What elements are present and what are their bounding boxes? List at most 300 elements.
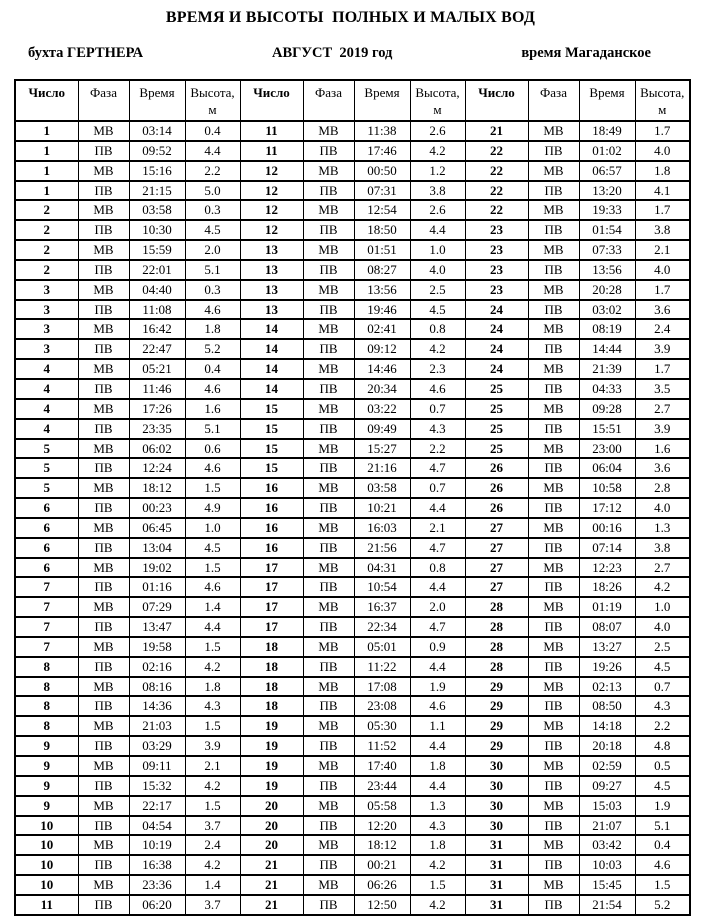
phase-cell: ПВ: [78, 379, 129, 399]
height-cell: 2.1: [410, 518, 465, 538]
phase-cell: МВ: [528, 796, 579, 816]
height-cell: 4.6: [185, 458, 240, 478]
height-cell: 1.8: [185, 319, 240, 339]
day-cell: 19: [240, 716, 303, 736]
day-cell: 26: [465, 498, 528, 518]
day-cell: 27: [465, 577, 528, 597]
phase-cell: МВ: [303, 200, 354, 220]
height-cell: 2.2: [635, 716, 690, 736]
height-cell: 2.4: [635, 319, 690, 339]
day-cell: 16: [240, 478, 303, 498]
phase-cell: ПВ: [303, 300, 354, 320]
height-cell: 4.4: [185, 617, 240, 637]
day-cell: 1: [15, 141, 78, 161]
table-row: [15, 875, 690, 895]
time-cell: 01:19: [579, 597, 635, 617]
day-cell: 10: [15, 875, 78, 895]
phase-cell: ПВ: [303, 776, 354, 796]
day-cell: 17: [240, 617, 303, 637]
phase-cell: ПВ: [78, 855, 129, 875]
phase-cell: ПВ: [78, 181, 129, 201]
time-cell: 13:04: [129, 538, 185, 558]
time-cell: 10:30: [129, 220, 185, 240]
phase-cell: МВ: [78, 796, 129, 816]
height-cell: 0.7: [410, 399, 465, 419]
height-cell: 0.6: [185, 439, 240, 459]
height-cell: 4.0: [635, 498, 690, 518]
height-cell: 1.5: [185, 716, 240, 736]
day-cell: 21: [240, 875, 303, 895]
height-cell: 2.7: [635, 558, 690, 578]
day-cell: 16: [240, 498, 303, 518]
table-caption-row: [0, 45, 701, 62]
day-cell: 9: [15, 736, 78, 756]
phase-cell: МВ: [303, 716, 354, 736]
time-cell: 23:36: [129, 875, 185, 895]
time-cell: 05:01: [354, 637, 410, 657]
time-cell: 07:29: [129, 597, 185, 617]
height-cell: 4.2: [410, 895, 465, 915]
phase-cell: МВ: [303, 835, 354, 855]
phase-cell: ПВ: [303, 617, 354, 637]
location-label: бухта ГЕРТНЕРА: [28, 45, 144, 61]
height-cell: 3.6: [635, 458, 690, 478]
phase-cell: ПВ: [528, 379, 579, 399]
time-cell: 15:51: [579, 419, 635, 439]
day-cell: 28: [465, 637, 528, 657]
time-cell: 19:26: [579, 657, 635, 677]
phase-cell: ПВ: [78, 577, 129, 597]
time-cell: 18:50: [354, 220, 410, 240]
phase-cell: МВ: [303, 478, 354, 498]
table-row: [15, 439, 690, 459]
height-cell: 2.0: [185, 240, 240, 260]
table-row: [15, 657, 690, 677]
day-cell: 20: [240, 835, 303, 855]
phase-cell: МВ: [528, 399, 579, 419]
day-cell: 4: [15, 399, 78, 419]
time-column-header: Время: [354, 80, 410, 121]
header-row: [15, 80, 690, 121]
height-cell: 4.4: [410, 220, 465, 240]
height-cell: 3.8: [410, 181, 465, 201]
table-row: [15, 141, 690, 161]
time-cell: 00:50: [354, 161, 410, 181]
phase-cell: ПВ: [303, 498, 354, 518]
height-cell: 4.6: [635, 855, 690, 875]
time-cell: 23:35: [129, 419, 185, 439]
table-row: [15, 121, 690, 141]
phase-cell: ПВ: [303, 339, 354, 359]
phase-cell: МВ: [78, 518, 129, 538]
table-row: [15, 558, 690, 578]
day-cell: 7: [15, 637, 78, 657]
phase-cell: ПВ: [303, 895, 354, 915]
time-cell: 03:42: [579, 835, 635, 855]
time-cell: 11:22: [354, 657, 410, 677]
time-cell: 12:54: [354, 200, 410, 220]
phase-cell: МВ: [78, 280, 129, 300]
day-cell: 25: [465, 439, 528, 459]
height-cell: 4.0: [635, 141, 690, 161]
time-cell: 15:45: [579, 875, 635, 895]
height-cell: 5.2: [185, 339, 240, 359]
height-cell: 4.7: [410, 538, 465, 558]
time-column-header: Время: [579, 80, 635, 121]
phase-cell: ПВ: [528, 736, 579, 756]
time-cell: 15:16: [129, 161, 185, 181]
day-cell: 27: [465, 558, 528, 578]
day-cell: 25: [465, 419, 528, 439]
day-cell: 8: [15, 696, 78, 716]
height-cell: 2.2: [410, 439, 465, 459]
day-cell: 20: [240, 816, 303, 836]
phase-cell: ПВ: [528, 538, 579, 558]
phase-cell: ПВ: [78, 895, 129, 915]
phase-cell: МВ: [528, 875, 579, 895]
day-cell: 3: [15, 319, 78, 339]
day-cell: 3: [15, 300, 78, 320]
table-row: [15, 895, 690, 915]
height-cell: 4.9: [185, 498, 240, 518]
phase-cell: МВ: [528, 835, 579, 855]
height-cell: 0.4: [635, 835, 690, 855]
height-cell: 2.0: [410, 597, 465, 617]
day-cell: 13: [240, 240, 303, 260]
day-cell: 6: [15, 538, 78, 558]
time-cell: 04:54: [129, 816, 185, 836]
phase-cell: ПВ: [528, 895, 579, 915]
time-cell: 03:22: [354, 399, 410, 419]
phase-cell: ПВ: [78, 696, 129, 716]
height-cell: 1.7: [635, 200, 690, 220]
day-cell: 26: [465, 458, 528, 478]
day-cell: 9: [15, 776, 78, 796]
height-cell: 0.4: [185, 121, 240, 141]
height-cell: 0.3: [185, 280, 240, 300]
phase-cell: МВ: [78, 478, 129, 498]
table-row: [15, 637, 690, 657]
time-cell: 01:54: [579, 220, 635, 240]
time-cell: 06:57: [579, 161, 635, 181]
phase-cell: МВ: [78, 161, 129, 181]
day-cell: 14: [240, 339, 303, 359]
phase-cell: МВ: [528, 518, 579, 538]
day-cell: 4: [15, 379, 78, 399]
time-cell: 13:27: [579, 637, 635, 657]
time-cell: 11:08: [129, 300, 185, 320]
height-cell: 1.4: [185, 875, 240, 895]
phase-cell: МВ: [78, 677, 129, 697]
phase-cell: ПВ: [528, 577, 579, 597]
time-cell: 11:38: [354, 121, 410, 141]
height-cell: 1.8: [635, 161, 690, 181]
day-cell: 4: [15, 419, 78, 439]
phase-cell: ПВ: [528, 300, 579, 320]
day-cell: 15: [240, 419, 303, 439]
table-row: [15, 181, 690, 201]
height-cell: 2.1: [185, 756, 240, 776]
phase-cell: ПВ: [528, 776, 579, 796]
height-cell: 1.6: [635, 439, 690, 459]
phase-cell: ПВ: [78, 300, 129, 320]
phase-cell: МВ: [78, 875, 129, 895]
phase-cell: ПВ: [303, 816, 354, 836]
time-cell: 01:51: [354, 240, 410, 260]
time-cell: 20:18: [579, 736, 635, 756]
height-cell: 4.2: [410, 339, 465, 359]
day-cell: 24: [465, 359, 528, 379]
phase-cell: ПВ: [303, 538, 354, 558]
tide-table: [14, 79, 691, 916]
height-cell: 3.7: [185, 816, 240, 836]
phase-cell: МВ: [78, 716, 129, 736]
time-cell: 16:42: [129, 319, 185, 339]
time-cell: 03:14: [129, 121, 185, 141]
phase-cell: ПВ: [78, 816, 129, 836]
day-cell: 6: [15, 498, 78, 518]
phase-cell: ПВ: [78, 736, 129, 756]
phase-cell: МВ: [303, 399, 354, 419]
table-row: [15, 280, 690, 300]
time-cell: 12:24: [129, 458, 185, 478]
day-cell: 21: [240, 895, 303, 915]
day-cell: 1: [15, 181, 78, 201]
phase-cell: ПВ: [303, 458, 354, 478]
time-cell: 18:12: [354, 835, 410, 855]
phase-cell: МВ: [303, 121, 354, 141]
height-column-header: Высота, м: [635, 80, 690, 121]
day-cell: 17: [240, 577, 303, 597]
time-cell: 14:46: [354, 359, 410, 379]
phase-cell: ПВ: [528, 617, 579, 637]
table-row: [15, 756, 690, 776]
height-cell: 2.6: [410, 121, 465, 141]
phase-cell: МВ: [528, 439, 579, 459]
day-cell: 11: [240, 141, 303, 161]
day-cell: 14: [240, 379, 303, 399]
height-cell: 4.0: [635, 617, 690, 637]
phase-cell: ПВ: [528, 260, 579, 280]
day-cell: 11: [15, 895, 78, 915]
time-cell: 21:39: [579, 359, 635, 379]
time-cell: 23:44: [354, 776, 410, 796]
height-cell: 3.9: [635, 419, 690, 439]
time-cell: 02:59: [579, 756, 635, 776]
phase-cell: МВ: [303, 280, 354, 300]
height-cell: 3.7: [185, 895, 240, 915]
phase-cell: МВ: [78, 399, 129, 419]
time-cell: 11:52: [354, 736, 410, 756]
phase-cell: МВ: [303, 558, 354, 578]
phase-cell: ПВ: [528, 816, 579, 836]
day-cell: 20: [240, 796, 303, 816]
phase-cell: ПВ: [303, 220, 354, 240]
time-cell: 13:47: [129, 617, 185, 637]
phase-column-header: Фаза: [78, 80, 129, 121]
height-cell: 4.4: [185, 141, 240, 161]
phase-cell: МВ: [528, 121, 579, 141]
time-cell: 06:02: [129, 439, 185, 459]
day-cell: 28: [465, 597, 528, 617]
phase-cell: МВ: [528, 240, 579, 260]
time-cell: 10:19: [129, 835, 185, 855]
phase-cell: МВ: [78, 240, 129, 260]
time-cell: 14:18: [579, 716, 635, 736]
height-cell: 4.7: [410, 458, 465, 478]
phase-cell: МВ: [303, 796, 354, 816]
time-cell: 12:23: [579, 558, 635, 578]
day-cell: 23: [465, 220, 528, 240]
table-row: [15, 716, 690, 736]
time-cell: 17:46: [354, 141, 410, 161]
day-cell: 12: [240, 161, 303, 181]
day-cell: 6: [15, 558, 78, 578]
phase-cell: МВ: [528, 478, 579, 498]
time-cell: 01:02: [579, 141, 635, 161]
height-cell: 5.1: [185, 419, 240, 439]
day-cell: 13: [240, 300, 303, 320]
table-row: [15, 597, 690, 617]
table-row: [15, 835, 690, 855]
phase-column-header: Фаза: [528, 80, 579, 121]
day-cell: 19: [240, 736, 303, 756]
height-cell: 4.5: [635, 776, 690, 796]
day-cell: 14: [240, 359, 303, 379]
height-cell: 1.8: [410, 835, 465, 855]
day-cell: 9: [15, 796, 78, 816]
table-row: [15, 498, 690, 518]
time-cell: 20:34: [354, 379, 410, 399]
time-cell: 13:56: [354, 280, 410, 300]
phase-cell: ПВ: [78, 260, 129, 280]
height-cell: 4.3: [410, 419, 465, 439]
day-cell: 24: [465, 300, 528, 320]
height-cell: 3.9: [635, 339, 690, 359]
height-cell: 3.8: [635, 538, 690, 558]
phase-cell: ПВ: [528, 339, 579, 359]
day-cell: 25: [465, 399, 528, 419]
phase-cell: ПВ: [528, 458, 579, 478]
time-cell: 09:11: [129, 756, 185, 776]
phase-cell: ПВ: [528, 855, 579, 875]
day-cell: 13: [240, 280, 303, 300]
height-cell: 5.2: [635, 895, 690, 915]
day-cell: 15: [240, 399, 303, 419]
day-cell: 23: [465, 240, 528, 260]
day-cell: 27: [465, 518, 528, 538]
phase-cell: ПВ: [528, 657, 579, 677]
day-cell: 19: [240, 776, 303, 796]
phase-cell: ПВ: [78, 498, 129, 518]
phase-cell: МВ: [303, 319, 354, 339]
height-cell: 4.8: [635, 736, 690, 756]
day-cell: 22: [465, 141, 528, 161]
height-cell: 4.2: [635, 577, 690, 597]
day-cell: 1: [15, 121, 78, 141]
phase-cell: МВ: [528, 359, 579, 379]
day-column-header: Число: [240, 80, 303, 121]
phase-cell: МВ: [303, 359, 354, 379]
phase-cell: МВ: [303, 518, 354, 538]
table-row: [15, 458, 690, 478]
time-cell: 19:02: [129, 558, 185, 578]
time-cell: 10:54: [354, 577, 410, 597]
height-cell: 2.7: [635, 399, 690, 419]
day-cell: 11: [240, 121, 303, 141]
phase-cell: ПВ: [78, 419, 129, 439]
day-cell: 30: [465, 776, 528, 796]
phase-cell: МВ: [303, 439, 354, 459]
height-cell: 1.9: [635, 796, 690, 816]
phase-cell: МВ: [528, 161, 579, 181]
time-cell: 21:56: [354, 538, 410, 558]
height-cell: 0.8: [410, 558, 465, 578]
phase-cell: МВ: [528, 200, 579, 220]
phase-cell: ПВ: [78, 220, 129, 240]
day-cell: 18: [240, 677, 303, 697]
phase-cell: МВ: [303, 875, 354, 895]
day-cell: 19: [240, 756, 303, 776]
day-cell: 13: [240, 260, 303, 280]
day-cell: 25: [465, 379, 528, 399]
height-cell: 2.8: [635, 478, 690, 498]
time-cell: 18:26: [579, 577, 635, 597]
day-cell: 23: [465, 280, 528, 300]
height-cell: 1.6: [185, 399, 240, 419]
day-cell: 5: [15, 478, 78, 498]
table-row: [15, 260, 690, 280]
day-cell: 8: [15, 677, 78, 697]
phase-cell: ПВ: [303, 855, 354, 875]
height-cell: 4.2: [185, 657, 240, 677]
height-cell: 1.2: [410, 161, 465, 181]
time-cell: 08:50: [579, 696, 635, 716]
day-cell: 2: [15, 200, 78, 220]
table-row: [15, 379, 690, 399]
time-cell: 08:19: [579, 319, 635, 339]
height-cell: 2.2: [185, 161, 240, 181]
day-cell: 30: [465, 756, 528, 776]
phase-cell: МВ: [528, 597, 579, 617]
time-cell: 09:52: [129, 141, 185, 161]
height-cell: 2.6: [410, 200, 465, 220]
time-cell: 08:27: [354, 260, 410, 280]
time-cell: 19:58: [129, 637, 185, 657]
day-cell: 18: [240, 657, 303, 677]
height-cell: 2.1: [635, 240, 690, 260]
height-cell: 4.6: [410, 696, 465, 716]
day-cell: 29: [465, 736, 528, 756]
time-cell: 13:20: [579, 181, 635, 201]
height-cell: 1.5: [410, 875, 465, 895]
height-cell: 2.3: [410, 359, 465, 379]
table-row: [15, 220, 690, 240]
time-cell: 07:33: [579, 240, 635, 260]
day-cell: 3: [15, 339, 78, 359]
table-header: [15, 80, 690, 121]
table-row: [15, 617, 690, 637]
day-cell: 29: [465, 677, 528, 697]
day-cell: 6: [15, 518, 78, 538]
time-cell: 12:20: [354, 816, 410, 836]
phase-cell: ПВ: [78, 776, 129, 796]
height-cell: 1.0: [635, 597, 690, 617]
height-cell: 4.6: [410, 379, 465, 399]
table-row: [15, 796, 690, 816]
time-cell: 06:26: [354, 875, 410, 895]
height-cell: 4.3: [185, 696, 240, 716]
